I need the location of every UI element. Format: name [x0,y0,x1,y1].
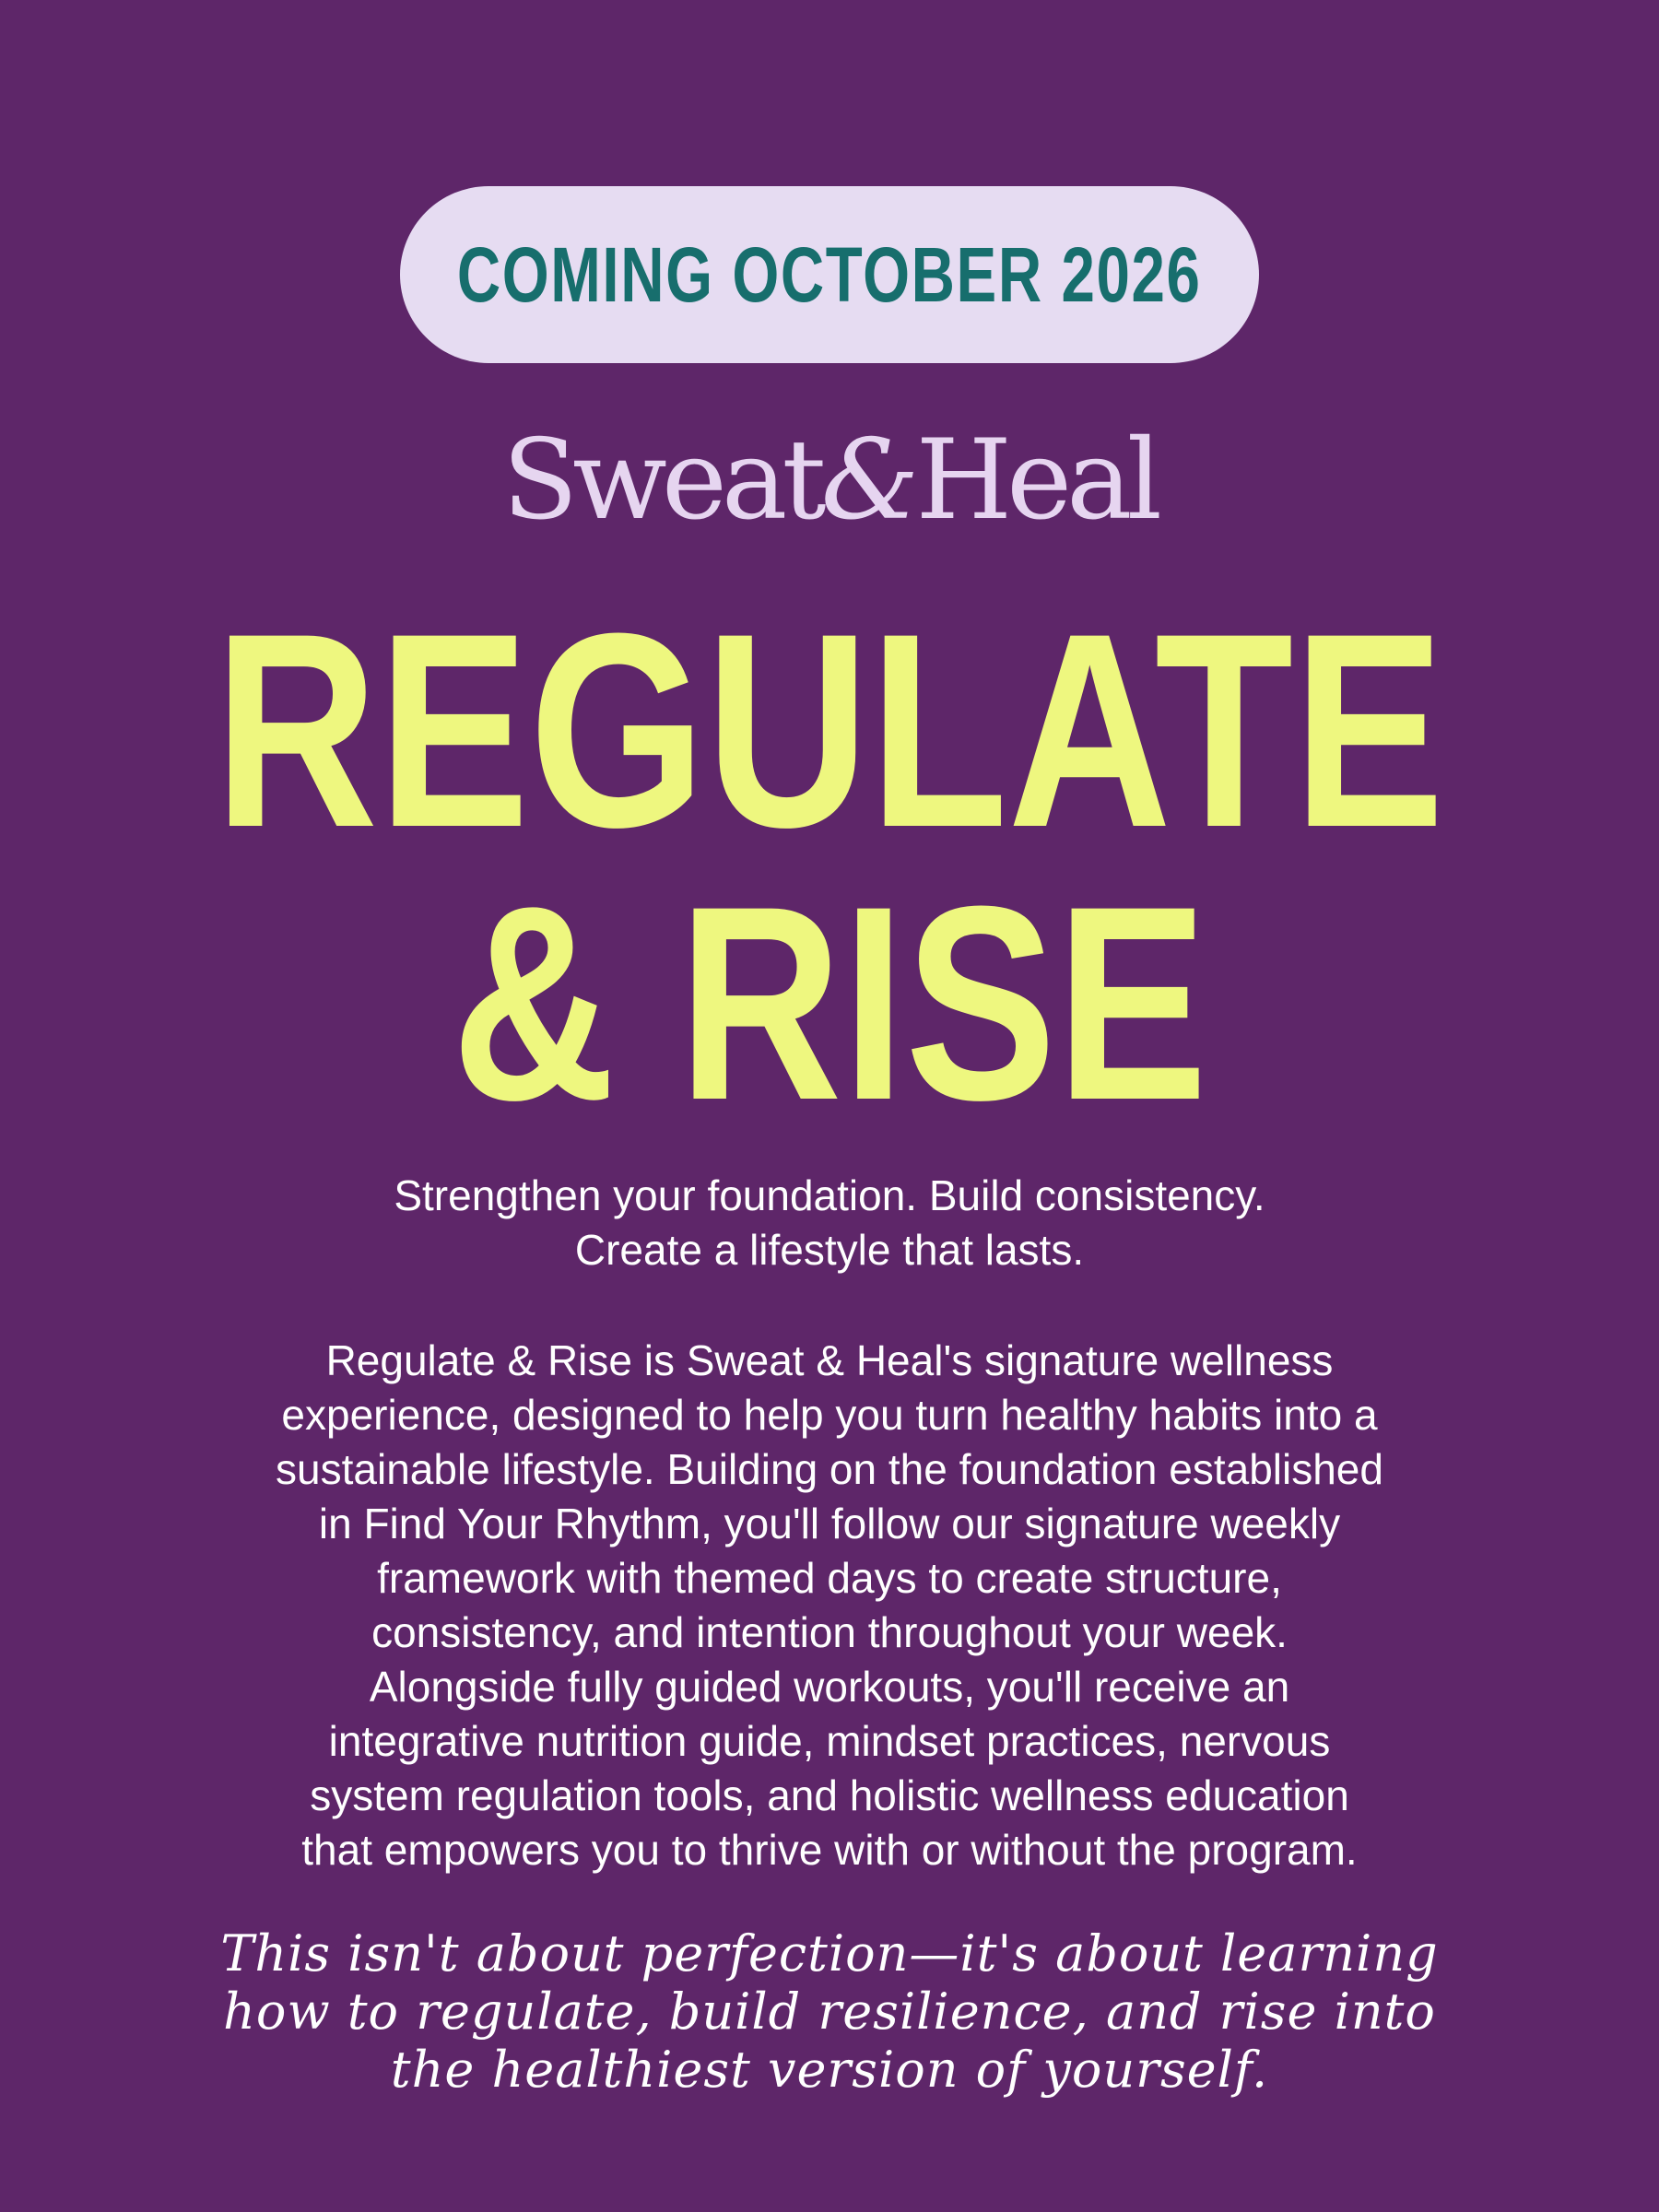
logo-heal: Heal [915,417,1158,545]
quote-line: This isn't about perfection—it's about learning [220,1924,1439,1983]
headline-line-1 [0,575,1659,885]
headline-line-2 [0,848,1659,1158]
description-line: framework with themed days to create structure, [377,1554,1282,1602]
description-line: integrative nutrition guide, mindset practices, nervous [328,1717,1331,1765]
description-line: system regulation tools, and holistic wellness education [310,1771,1349,1819]
headline-line-2-text: & RISE [451,848,1208,1158]
coming-soon-badge [400,186,1259,363]
closing-quote [129,1924,1530,2099]
tagline-line: Strengthen your foundation. Build consistency. [394,1171,1265,1219]
coming-soon-text: COMING OCTOBER 2026 [457,230,1202,318]
description-line: experience, designed to help you turn healthy habits into a [281,1391,1378,1439]
description-line: Alongside fully guided workouts, you'll receive an [369,1663,1290,1711]
program-description [129,1334,1530,1877]
description-line: in Find Your Rhythm, you'll follow our signature weekly [318,1500,1341,1547]
headline-line-1-text: REGULATE [214,575,1445,885]
quote-line: how to regulate, build resilience, and rise into [223,1983,1436,2041]
brand-logo [0,417,1659,546]
tagline-line: Create a lifestyle that lasts. [574,1226,1085,1274]
description-line: Regulate & Rise is Sweat & Heal's signature wellness [325,1336,1334,1384]
logo-sweat: Sweat [501,417,821,545]
logo-ampersand: & [820,417,907,545]
description-line: sustainable lifestyle. Building on the foundation established [276,1445,1383,1493]
tagline [129,1169,1530,1277]
description-line: that empowers you to thrive with or without the program. [301,1826,1358,1874]
description-line: consistency, and intention throughout your week. [371,1608,1288,1656]
quote-line: the healthiest version of yourself. [390,2041,1269,2099]
